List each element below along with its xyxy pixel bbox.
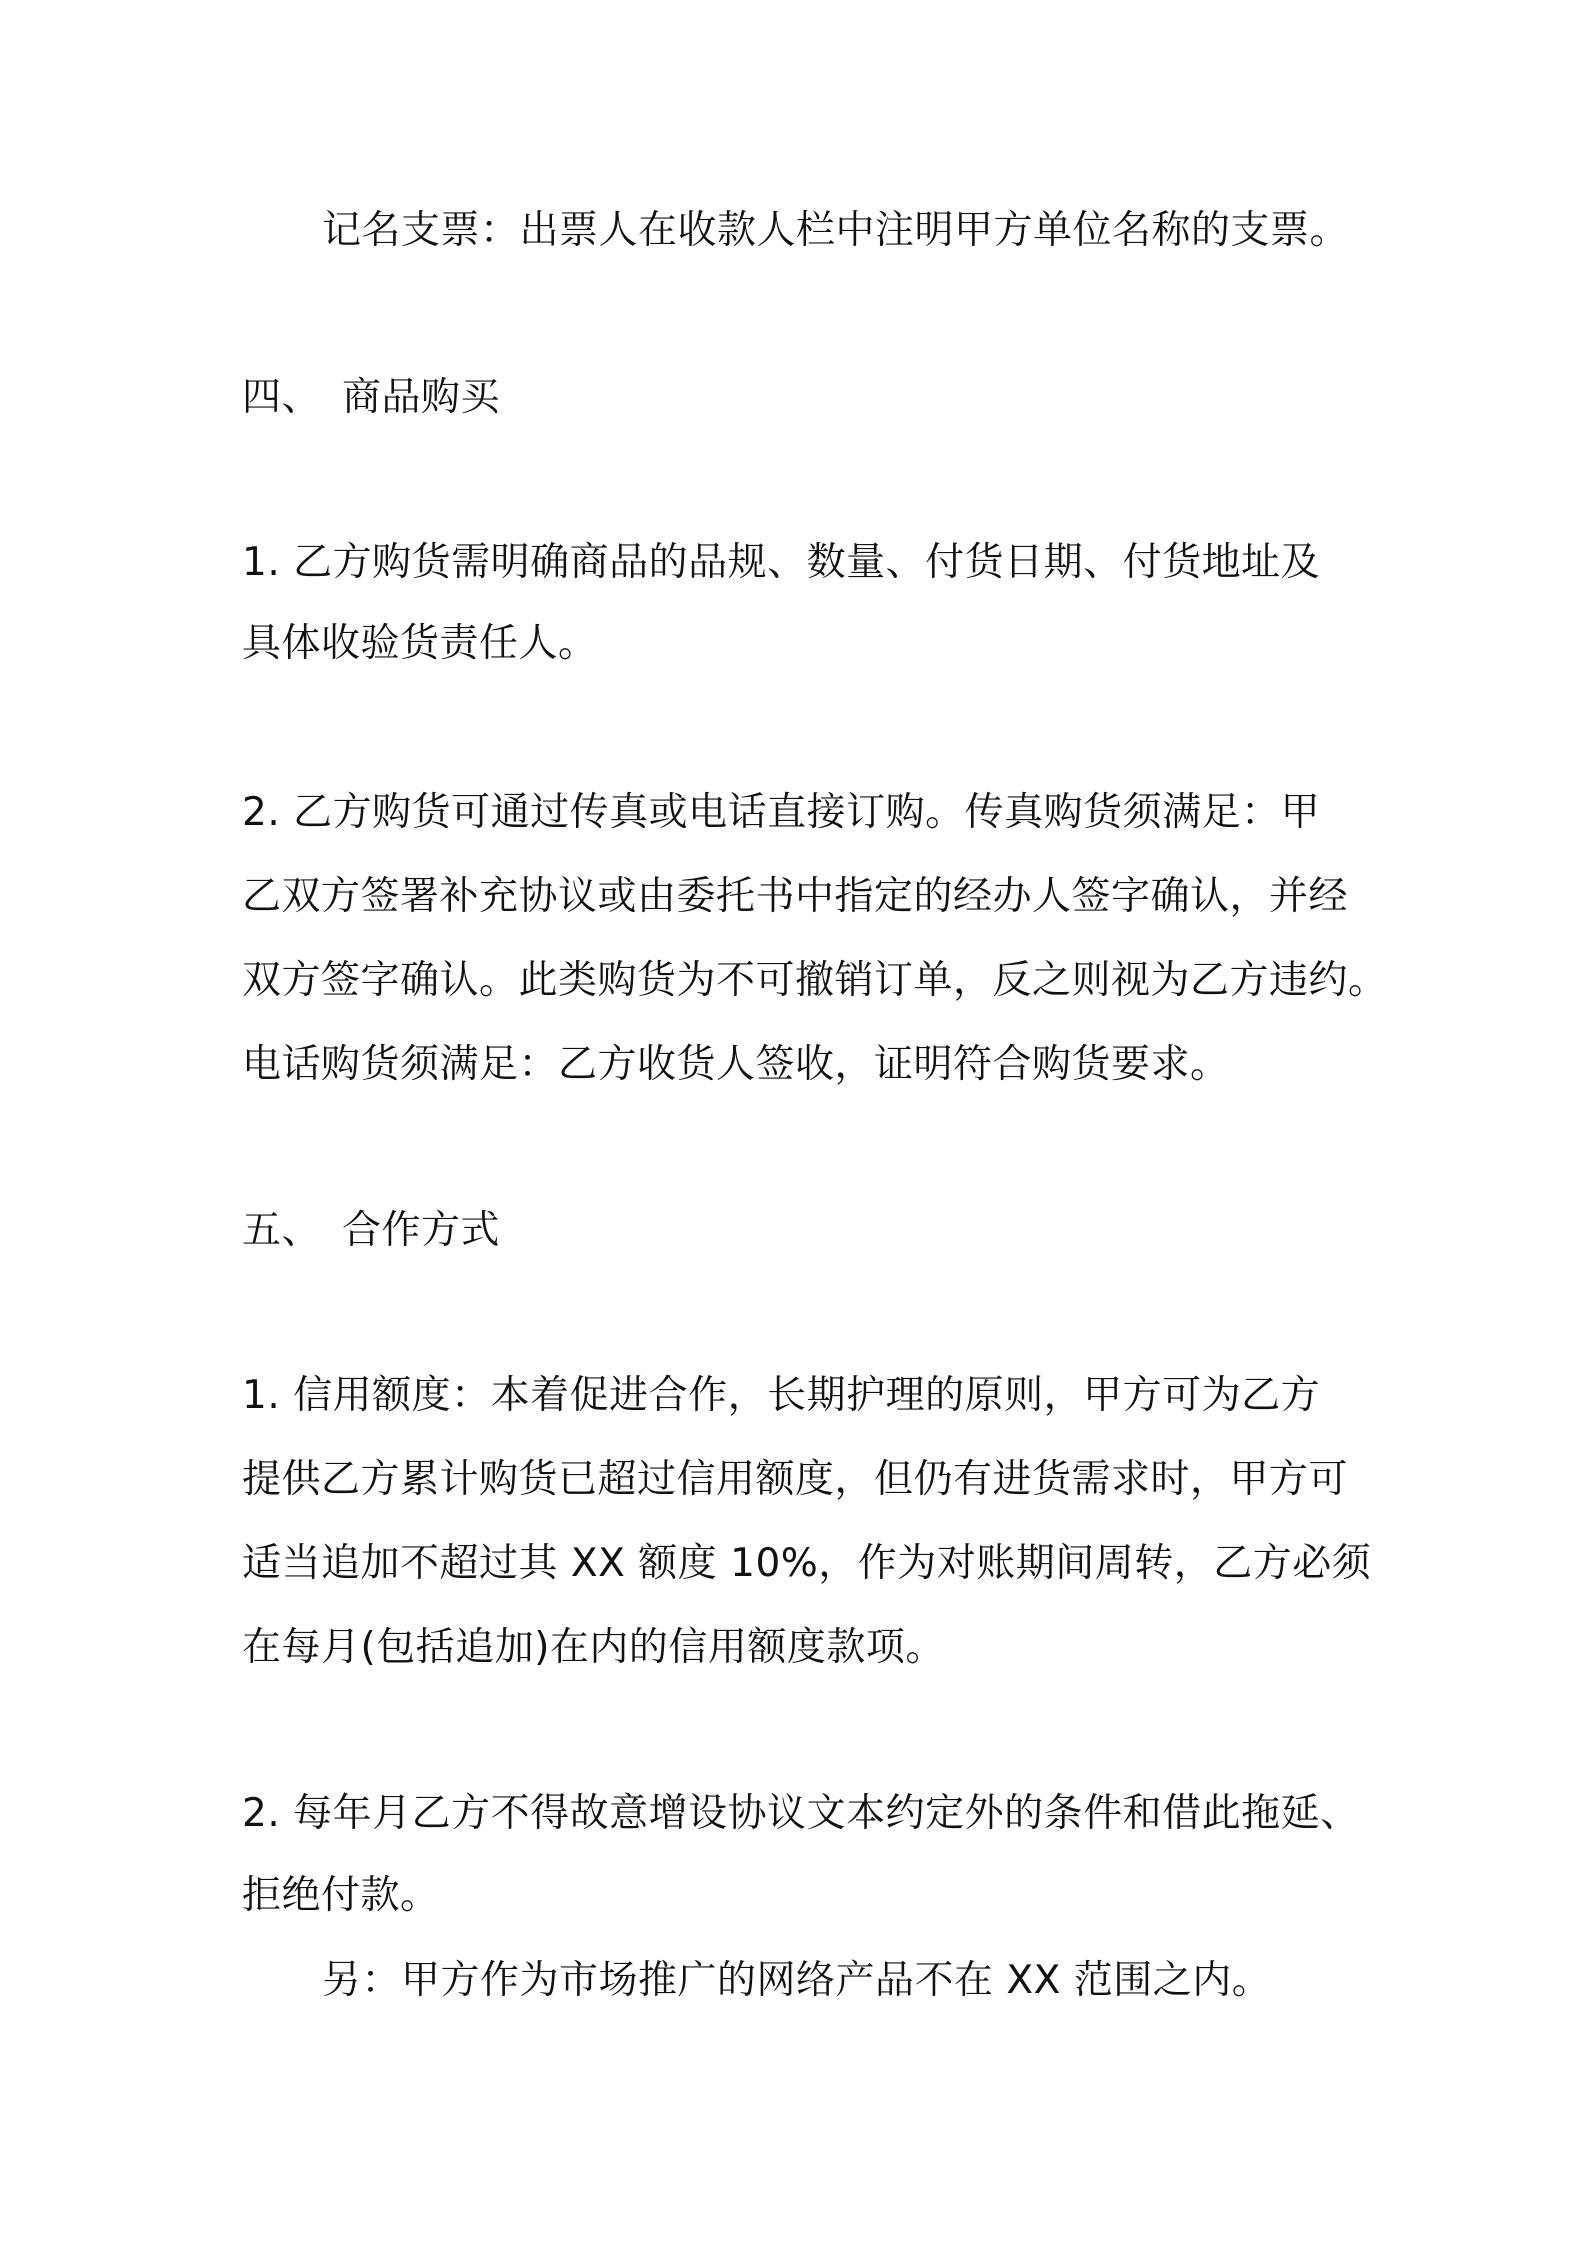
section-title: 商品购买: [342, 375, 501, 420]
section-heading-goods-purchase: [242, 372, 1362, 424]
clause-5-1-line3: 适当追加不超过其 XX 额度 10%，作为对账期间周转，乙方必须: [242, 1541, 1372, 1586]
section-heading-cooperation-mode: [242, 1205, 1362, 1257]
clause-4-2-line4: 电话购货须满足：乙方收货人签收，证明符合购货要求。: [242, 1042, 1230, 1087]
clause-4-2-line2: 乙双方签署补充协议或由委托书中指定的经办人签字确认，并经: [242, 874, 1349, 919]
clause-5-1-line4: 在每月(包括追加)在内的信用额度款项。: [242, 1625, 945, 1670]
section-title: 合作方式: [342, 1208, 501, 1253]
paragraph-named-check: 记名支票：出票人在收款人栏中注明甲方单位名称的支票。: [322, 208, 1350, 253]
clause-4-1-line1: 1. 乙方购货需明确商品的品规、数量、付货日期、付货地址及: [242, 540, 1321, 585]
clause-4-2-line1: 2. 乙方购货可通过传真或电话直接订购。传真购货须满足：甲: [242, 790, 1321, 835]
clause-5-1-line1: 1. 信用额度：本着促进合作，长期护理的原则，甲方可为乙方: [242, 1373, 1321, 1418]
clause-5-1-line2: 提供乙方累计购货已超过信用额度，但仍有进货需求时，甲方可: [242, 1457, 1349, 1502]
clause-4-2-line3: 双方签字确认。此类购货为不可撤销订单，反之则视为乙方违约。: [242, 958, 1388, 1003]
clause-4-1-line2: 具体收验货责任人。: [242, 621, 598, 666]
section-number: 四、: [242, 375, 322, 420]
additional-note: 另：甲方作为市场推广的网络产品不在 XX 范围之内。: [322, 1958, 1272, 2003]
section-number: 五、: [242, 1208, 322, 1253]
clause-5-2-line2: 拒绝付款。: [242, 1873, 440, 1918]
clause-5-2-line1: 2. 每年月乙方不得故意增设协议文本约定外的条件和借此拖延、: [242, 1791, 1360, 1836]
